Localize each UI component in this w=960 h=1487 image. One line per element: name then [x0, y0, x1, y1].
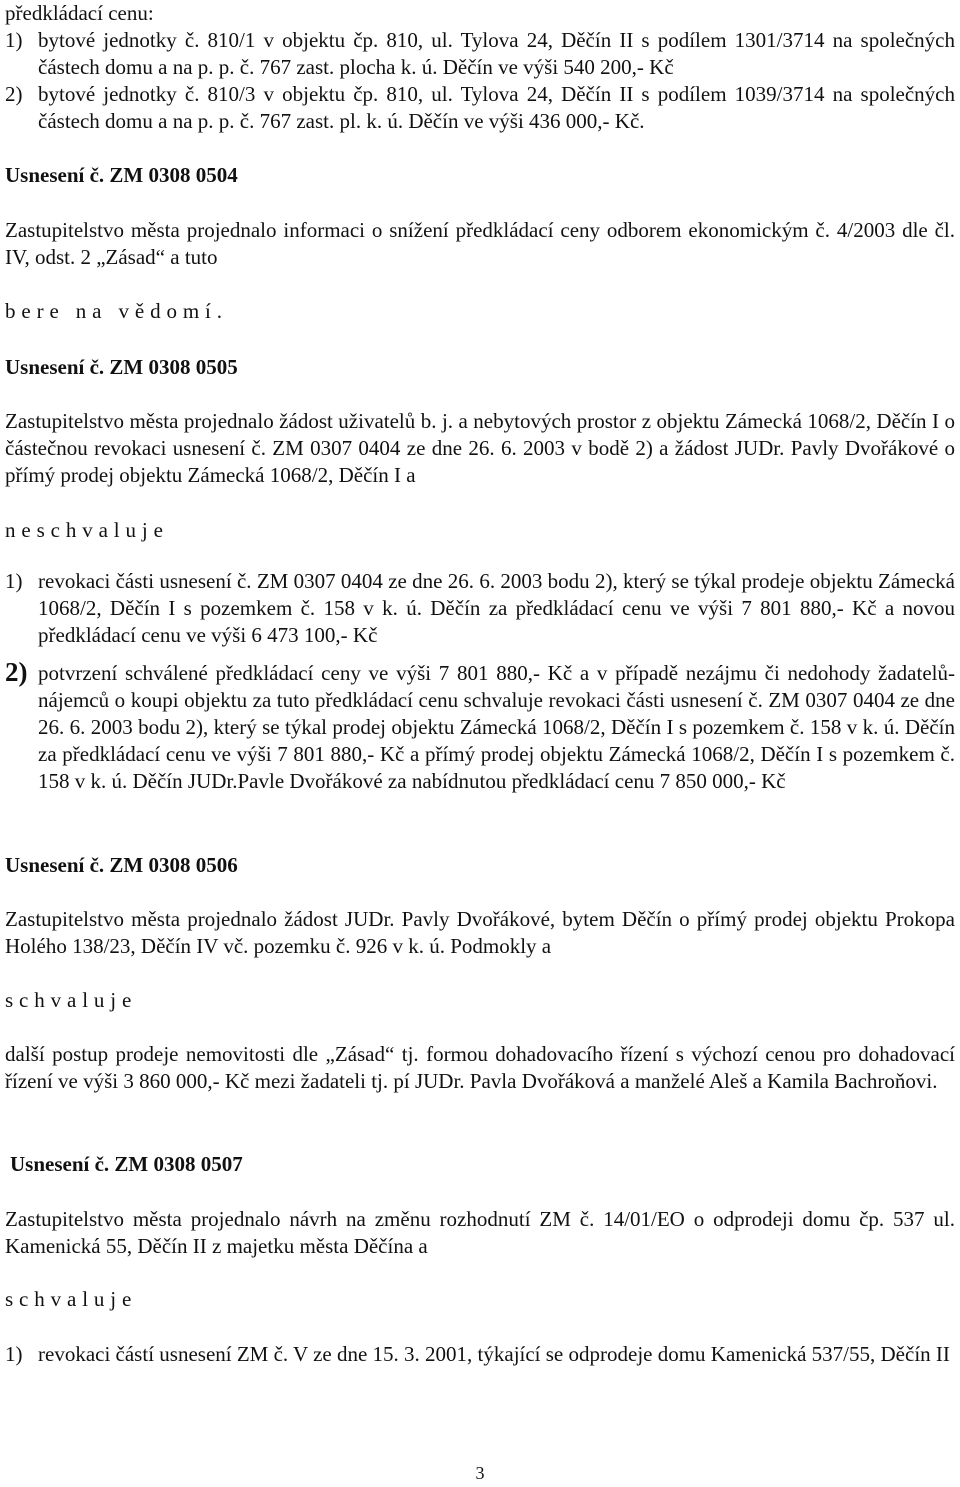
resolution-0505-item-2-number: 2) — [5, 657, 28, 687]
intro-item-1-text: bytové jednotky č. 810/1 v objektu čp. 810, ul. Tylova 24, Děčín II s podílem 1301/3714 na společných částech domu a na p. p. č. 767 zast. plocha k. ú. Děčín ve výši 540 200,- Kč — [38, 28, 955, 79]
intro-item-1-number: 1) — [5, 28, 23, 52]
resolution-0505-item-1 — [5, 568, 955, 649]
resolution-0506-body: Zastupitelstvo města projednalo žádost JUDr. Pavly Dvořákové, bytem Děčín o přímý prodej objektu Prokopa Holého 138/23, Děčín IV vč. pozemku č. 926 v k. ú. Podmokly a — [5, 907, 955, 958]
resolution-0506-followup: další postup prodeje nemovitosti dle „Zásad“ tj. formou dohadovacího řízení s výchozí cenou pro dohadovací řízení ve výši 3 860 000,- Kč mezi žadateli tj. pí JUDr. Pavla Dvořáková a manželé Aleš a Kamila Bachroňovi. — [5, 1042, 955, 1093]
resolution-0507-item-1-number: 1) — [5, 1342, 23, 1366]
resolution-0505-item-1-text: revokaci části usnesení č. ZM 0307 0404 ze dne 26. 6. 2003 bodu 2), který se týkal prodeje objektu Zámecká 1068/2, Děčín I s pozemkem č. 158 v k. ú. Děčín za předkládací cenu ve výši 7 801 880,- Kč a novou předkládací cenu ve výši 6 473 100,- Kč — [38, 569, 955, 647]
resolution-0507-item-1 — [5, 1341, 955, 1368]
resolution-0506-decision: schvaluje — [5, 988, 138, 1012]
resolution-0505-item-2 — [5, 657, 955, 795]
resolution-0505-heading: Usnesení č. ZM 0308 0505 — [5, 355, 238, 379]
resolution-0504-body: Zastupitelstvo města projednalo informaci o snížení předkládací ceny odborem ekonomickým č. 4/2003 dle čl. IV, odst. 2 „Zásad“ a tuto — [5, 218, 955, 269]
resolution-0505-decision: neschvaluje — [5, 518, 169, 542]
resolution-0507-heading: Usnesení č. ZM 0308 0507 — [10, 1152, 243, 1176]
resolution-0507-item-1-text: revokaci částí usnesení ZM č. V ze dne 15. 3. 2001, týkající se odprodeje domu Kamenická 537/55, Děčín II — [38, 1342, 950, 1366]
resolution-0504-heading: Usnesení č. ZM 0308 0504 — [5, 163, 238, 187]
resolution-0506-heading: Usnesení č. ZM 0308 0506 — [5, 853, 238, 877]
intro-heading: předkládací cenu: — [5, 1, 154, 25]
page-number: 3 — [475, 1463, 485, 1483]
intro-item-2-number: 2) — [5, 82, 23, 106]
resolution-0505-body: Zastupitelstvo města projednalo žádost uživatelů b. j. a nebytových prostor z objektu Zámecká 1068/2, Děčín I o částečnou revokaci usnesení č. ZM 0307 0404 ze dne 26. 6. 2003 v bodě 2) a žádost JUDr. Pavly Dvořákové o přímý prodej objektu Zámecká 1068/2, Děčín I a — [5, 409, 955, 487]
resolution-0505-item-1-number: 1) — [5, 569, 23, 593]
resolution-0504-decision: bere na vědomí. — [5, 299, 228, 323]
intro-item-1 — [5, 27, 955, 81]
resolution-0505-item-2-text: potvrzení schválené předkládací ceny ve výši 7 801 880,- Kč a v případě nezájmu či nedohody žadatelů-nájemců o koupi objektu za tuto předkládací cenu schvaluje revokaci části usnesení č. ZM 0307 0404 ze dne 26. 6. 2003 bodu 2), který se týkal prodej objektu Zámecká 1068/2, Děčín I s pozemkem č. 158 v k. ú. Děčín za předkládací cenu ve výši 7 801 880,- Kč a přímý prodej objektu Zámecká 1068/2, Děčín I s pozemkem č. 158 v k. ú. Děčín JUDr.Pavle Dvořákové za nabídnutou předkládací cenu 7 850 000,- Kč — [38, 661, 955, 793]
intro-item-2-text: bytové jednotky č. 810/3 v objektu čp. 810, ul. Tylova 24, Děčín II s podílem 1039/3714 na společných částech domu a na p. p. č. 767 zast. pl. k. ú. Děčín ve výši 436 000,- Kč. — [38, 82, 955, 133]
resolution-0507-decision: schvaluje — [5, 1287, 138, 1311]
intro-item-2 — [5, 81, 955, 135]
resolution-0507-body: Zastupitelstvo města projednalo návrh na změnu rozhodnutí ZM č. 14/01/EO o odprodeji domu čp. 537 ul. Kamenická 55, Děčín II z majetku města Děčína a — [5, 1207, 955, 1258]
